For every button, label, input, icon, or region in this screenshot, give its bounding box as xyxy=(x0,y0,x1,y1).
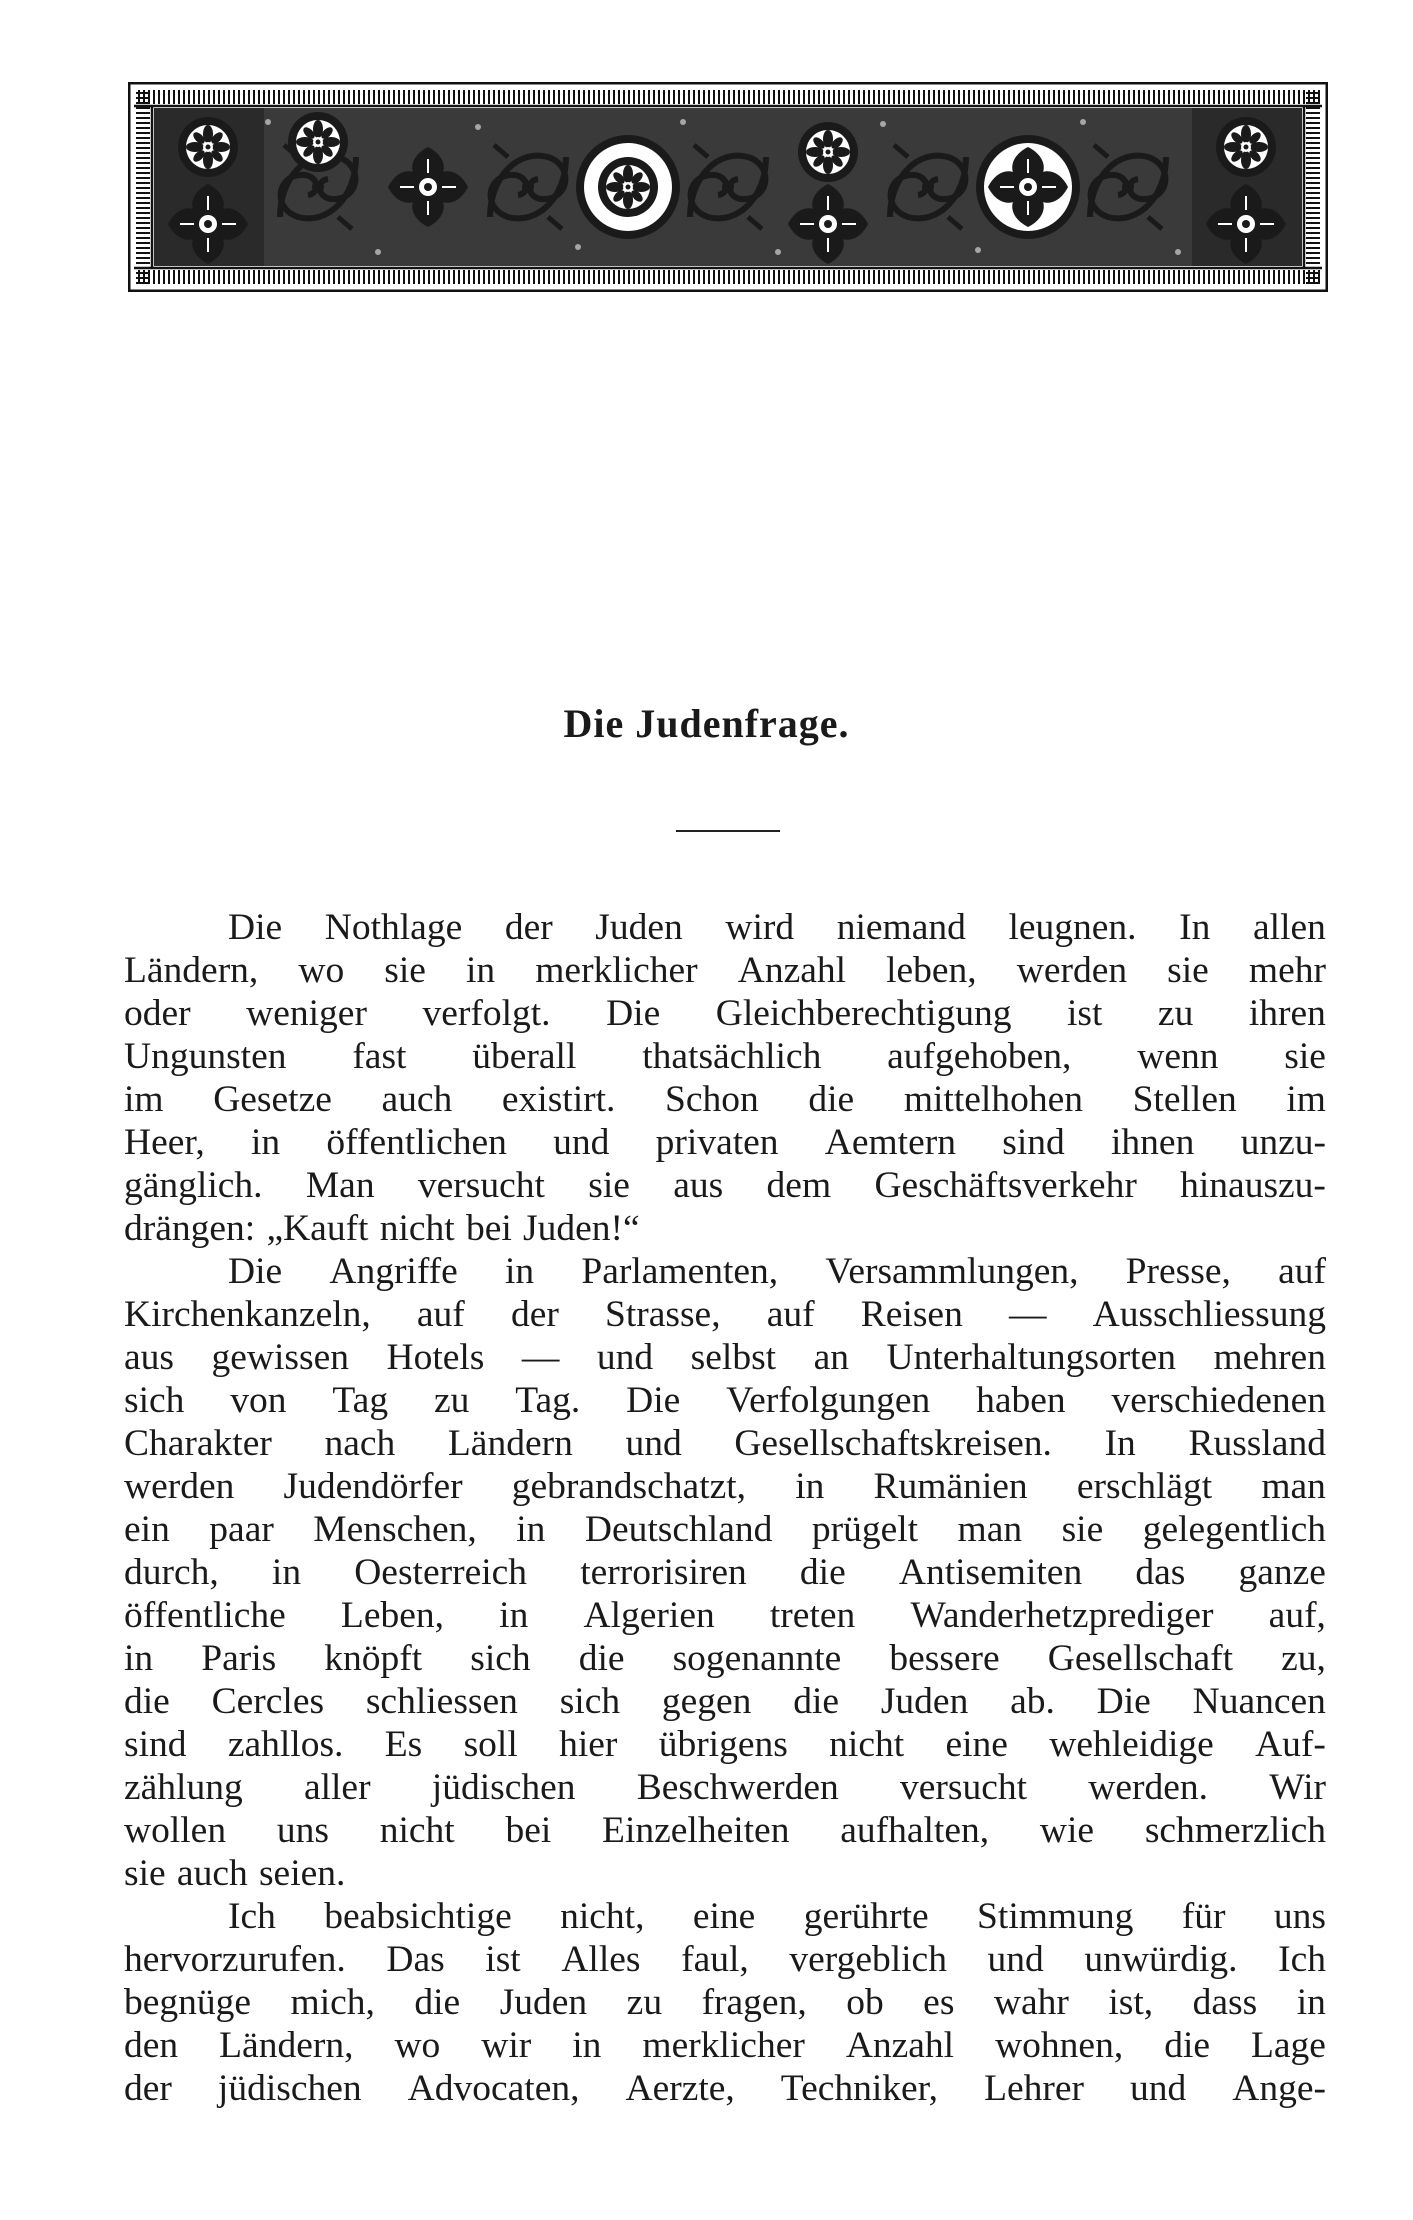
text-line: sie auch seien. xyxy=(124,1853,346,1894)
text-line: durch, in Oesterreich terrorisiren die Antisemiten das ganze xyxy=(124,1552,1326,1593)
text-line: Charakter nach Ländern und Gesellschaftskreisen. In Russland xyxy=(124,1423,1326,1464)
text-line: sich von Tag zu Tag. Die Verfolgungen haben verschiedenen xyxy=(124,1380,1326,1421)
text-line: Heer, in öffentlichen und privaten Aemtern sind ihnen unzu- xyxy=(124,1122,1326,1163)
text-line: werden Judendörfer gebrandschatzt, in Rumänien erschlägt man xyxy=(124,1466,1326,1507)
text-line: drängen: „Kauft nicht bei Juden!“ xyxy=(124,1208,640,1249)
text-line: Die Nothlage der Juden wird niemand leugnen. In allen xyxy=(228,907,1326,948)
text-line: der jüdischen Advocaten, Aerzte, Techniker, Lehrer und Ange- xyxy=(124,2068,1326,2109)
text-line: Ländern, wo sie in merklicher Anzahl leben, werden sie mehr xyxy=(124,950,1326,991)
text-line: ein paar Menschen, in Deutschland prügelt man sie gelegentlich xyxy=(124,1509,1326,1550)
text-line: zählung aller jüdischen Beschwerden versucht werden. Wir xyxy=(124,1767,1326,1808)
text-line: die Cercles schliessen sich gegen die Juden ab. Die Nuancen xyxy=(124,1681,1326,1722)
text-line: wollen uns nicht bei Einzelheiten aufhalten, wie schmerzlich xyxy=(124,1810,1326,1851)
paragraph xyxy=(124,1250,1326,1895)
text-line: Ungunsten fast überall thatsächlich aufgehoben, wenn sie xyxy=(124,1036,1326,1077)
text-line: begnüge mich, die Juden zu fragen, ob es wahr ist, dass in xyxy=(124,1982,1326,2023)
text-line: aus gewissen Hotels — und selbst an Unterhaltungsorten mehren xyxy=(124,1337,1326,1378)
text-line: oder weniger verfolgt. Die Gleichberechtigung ist zu ihren xyxy=(124,993,1326,1034)
paragraph xyxy=(124,906,1326,1250)
text-line: in Paris knöpft sich die sogenannte bessere Gesellschaft zu, xyxy=(124,1638,1326,1679)
text-line: gänglich. Man versucht sie aus dem Geschäftsverkehr hinauszu- xyxy=(124,1165,1326,1206)
text-line: hervorzurufen. Das ist Alles faul, vergeblich und unwürdig. Ich xyxy=(124,1939,1326,1980)
decorative-header-border xyxy=(128,82,1328,292)
text-line: sind zahllos. Es soll hier übrigens nicht eine wehleidige Auf- xyxy=(124,1724,1326,1765)
text-line: den Ländern, wo wir in merklicher Anzahl wohnen, die Lage xyxy=(124,2025,1326,2066)
text-line: im Gesetze auch existirt. Schon die mittelhohen Stellen im xyxy=(124,1079,1326,1120)
text-line: Die Angriffe in Parlamenten, Versammlungen, Presse, auf xyxy=(228,1251,1326,1292)
body-text xyxy=(124,906,1326,2110)
text-line: öffentliche Leben, in Algerien treten Wanderhetzprediger auf, xyxy=(124,1595,1326,1636)
chapter-title: Die Judenfrage. xyxy=(563,701,850,746)
paragraph xyxy=(124,1895,1326,2110)
text-line: Kirchenkanzeln, auf der Strasse, auf Reisen — Ausschliessung xyxy=(124,1294,1326,1335)
title-divider xyxy=(676,830,780,832)
text-line: Ich beabsichtige nicht, eine gerührte Stimmung für uns xyxy=(228,1896,1326,1937)
